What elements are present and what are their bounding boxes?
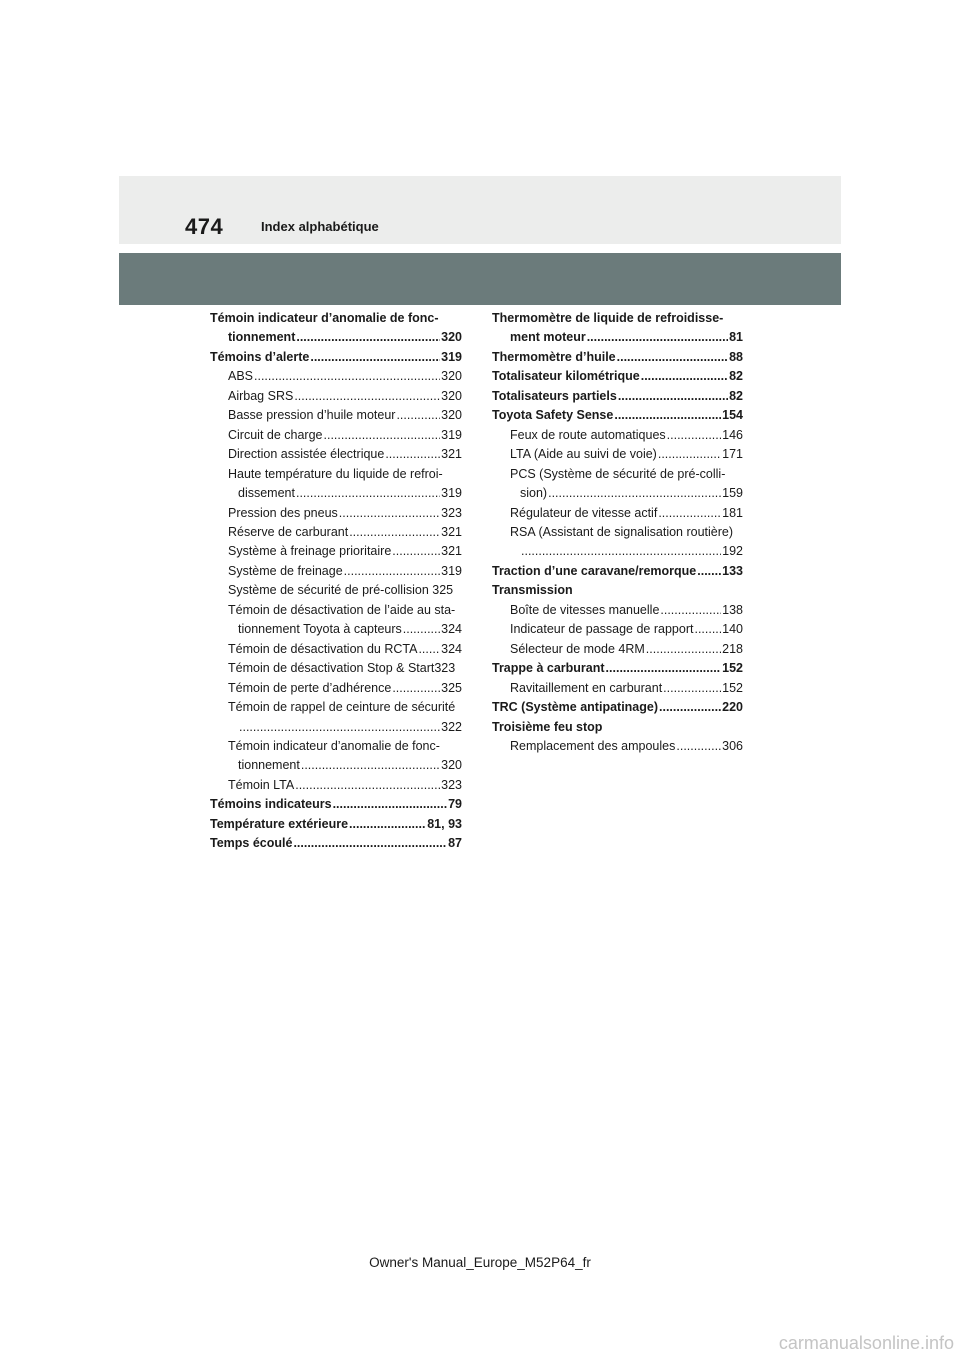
index-entry-text: Totalisateurs partiels bbox=[492, 388, 617, 403]
index-entry bbox=[492, 601, 743, 620]
dot-leader bbox=[658, 445, 721, 464]
dot-leader bbox=[349, 815, 426, 834]
index-entry bbox=[210, 426, 462, 445]
index-entry-page: 82 bbox=[729, 388, 743, 403]
dot-leader bbox=[392, 542, 440, 561]
index-entry bbox=[492, 348, 743, 367]
index-entry-page: 323 bbox=[441, 777, 462, 792]
index-entry-page: 320 bbox=[441, 369, 462, 384]
index-entry bbox=[492, 562, 743, 581]
index-entry-text: Remplacement des ampoules bbox=[510, 738, 676, 753]
index-entry: Témoin de rappel de ceinture de sécurité bbox=[228, 700, 456, 715]
index-entry bbox=[492, 504, 743, 523]
index-entry-page: 324 bbox=[441, 622, 462, 637]
index-entry-text: Régulateur de vitesse actif bbox=[510, 505, 658, 520]
dot-leader bbox=[697, 562, 721, 581]
index-column-right bbox=[492, 309, 743, 756]
index-entry: RSA (Assistant de signalisation routière) bbox=[510, 524, 734, 539]
index-entry bbox=[210, 679, 462, 698]
dot-leader bbox=[521, 542, 721, 561]
index-entry bbox=[210, 328, 462, 347]
index-entry bbox=[210, 756, 462, 775]
dot-leader bbox=[392, 679, 440, 698]
index-entry-page: 133 bbox=[722, 563, 743, 578]
index-entry-text: Toyota Safety Sense bbox=[492, 408, 614, 423]
index-entry bbox=[492, 542, 743, 561]
index-entry-text: LTA (Aide au suivi de voie) bbox=[510, 447, 657, 462]
index-entry bbox=[492, 679, 743, 698]
index-entry-page: 306 bbox=[722, 738, 743, 753]
index-entry-text: Totalisateur kilométrique bbox=[492, 369, 640, 384]
index-entry-text: tionnement Toyota à capteurs bbox=[238, 622, 402, 637]
index-entry-page: 154 bbox=[722, 408, 743, 423]
index-entry-text: ABS bbox=[228, 369, 254, 384]
index-entry bbox=[210, 367, 462, 386]
index-entry-page: 218 bbox=[722, 641, 743, 656]
index-entry-text: Température extérieure bbox=[210, 816, 349, 831]
index-entry-page: 320 bbox=[441, 408, 462, 423]
index-entry bbox=[210, 387, 462, 406]
index-entry bbox=[210, 776, 462, 795]
index-entry-text: Témoins indicateurs bbox=[210, 797, 332, 812]
index-entry-text: tionnement bbox=[228, 330, 296, 345]
dot-leader bbox=[617, 348, 728, 367]
dot-leader bbox=[418, 640, 440, 659]
dot-leader bbox=[403, 620, 440, 639]
dot-leader bbox=[296, 484, 440, 503]
index-column-left bbox=[210, 309, 462, 854]
index-entry-text: Ravitaillement en carburant bbox=[510, 680, 663, 695]
index-entry bbox=[492, 328, 743, 347]
dot-leader bbox=[239, 718, 440, 737]
index-entry bbox=[210, 718, 462, 737]
index-entry-page: 81 bbox=[729, 330, 743, 345]
section-title: Index alphabétique bbox=[261, 219, 379, 234]
index-entry-text: Boîte de vitesses manuelle bbox=[510, 602, 660, 617]
index-entry-text: Basse pression d’huile moteur bbox=[228, 408, 396, 423]
index-entry-page: 159 bbox=[722, 486, 743, 501]
index-entry-text: Témoin LTA bbox=[228, 777, 295, 792]
index-entry bbox=[210, 795, 462, 814]
index-entry-page: 140 bbox=[722, 622, 743, 637]
index-entry-text: Système de freinage bbox=[228, 563, 343, 578]
index-entry-page: 320 bbox=[441, 388, 462, 403]
dot-leader bbox=[324, 426, 441, 445]
index-entry-text: Traction d’une caravane/remorque bbox=[492, 563, 697, 578]
dot-leader bbox=[333, 795, 448, 814]
dot-leader bbox=[254, 367, 440, 386]
watermark-text: carmanualsonline.info bbox=[778, 1333, 954, 1353]
index-entry: Transmission bbox=[492, 583, 573, 598]
index-entry-text: Réserve de carburant bbox=[228, 524, 349, 539]
index-entry bbox=[492, 367, 743, 386]
index-entry bbox=[492, 640, 743, 659]
index-entry bbox=[210, 348, 462, 367]
index-entry-page: 146 bbox=[722, 427, 743, 442]
index-entry bbox=[492, 737, 743, 756]
dot-leader bbox=[676, 737, 721, 756]
index-entry-page: 319 bbox=[441, 486, 462, 501]
index-entry bbox=[210, 640, 462, 659]
index-entry-text: Circuit de charge bbox=[228, 427, 323, 442]
index-entry bbox=[210, 542, 462, 561]
index-entry bbox=[492, 387, 743, 406]
index-entry bbox=[492, 659, 743, 678]
index-entry: Témoin indicateur d’anomalie de fonc- bbox=[228, 738, 440, 753]
index-entry-text: Thermomètre d’huile bbox=[492, 349, 616, 364]
index-entry-page: 325 bbox=[441, 680, 462, 695]
index-entry-page: 324 bbox=[441, 641, 462, 656]
index-entry-page: 152 bbox=[722, 661, 743, 676]
dot-leader bbox=[694, 620, 721, 639]
index-entry-page: 88 bbox=[729, 349, 743, 364]
dot-leader bbox=[295, 776, 440, 795]
dot-leader bbox=[646, 640, 721, 659]
dot-leader bbox=[641, 367, 728, 386]
dot-leader bbox=[385, 445, 440, 464]
index-entry-page: 171 bbox=[722, 447, 743, 462]
index-entry bbox=[492, 698, 743, 717]
index-entry bbox=[210, 445, 462, 464]
index-entry-text: Indicateur de passage de rapport bbox=[510, 622, 694, 637]
index-entry-text: Airbag SRS bbox=[228, 388, 294, 403]
dot-leader bbox=[339, 504, 440, 523]
index-entry-page: 319 bbox=[441, 563, 462, 578]
index-entry-text: Temps écoulé bbox=[210, 836, 293, 851]
index-entry-text: sion) bbox=[520, 486, 548, 501]
dot-leader bbox=[659, 698, 721, 717]
index-entry-text: dissement bbox=[238, 486, 295, 501]
dot-leader bbox=[548, 484, 721, 503]
index-entry-page: 79 bbox=[448, 797, 462, 812]
dot-leader bbox=[587, 328, 728, 347]
index-entry-text: Feux de route automatiques bbox=[510, 427, 666, 442]
index-entry bbox=[210, 523, 462, 542]
index-entry: Haute température du liquide de refroi- bbox=[228, 466, 443, 481]
dot-leader bbox=[301, 756, 440, 775]
index-entry bbox=[210, 484, 462, 503]
index-entry: Troisième feu stop bbox=[492, 719, 603, 734]
dot-leader bbox=[293, 834, 447, 853]
index-entry-page: 181 bbox=[722, 505, 743, 520]
index-entry-page: 320 bbox=[441, 330, 462, 345]
index-entry-text: Trappe à carburant bbox=[492, 661, 605, 676]
index-entry-text: Témoins d’alerte bbox=[210, 349, 310, 364]
index-entry: Thermomètre de liquide de refroidisse- bbox=[492, 311, 724, 325]
index-entry bbox=[492, 445, 743, 464]
index-entry bbox=[492, 484, 743, 503]
index-entry-text: Sélecteur de mode 4RM bbox=[510, 641, 645, 656]
dot-leader bbox=[667, 426, 721, 445]
index-entry-page: 81, 93 bbox=[427, 816, 462, 831]
index-entry-text: Direction assistée électrique bbox=[228, 447, 385, 462]
dot-leader bbox=[606, 659, 722, 678]
index-entry-text: Témoin de perte d’adhérence bbox=[228, 680, 392, 695]
index-entry-page: 321 bbox=[441, 544, 462, 559]
index-entry-page: 87 bbox=[448, 836, 462, 851]
index-entry: PCS (Système de sécurité de pré-colli- bbox=[510, 466, 726, 481]
index-entry-page: 138 bbox=[722, 602, 743, 617]
index-entry: Témoin de désactivation Stop & Start323 bbox=[228, 661, 456, 676]
page-number: 474 bbox=[185, 214, 224, 239]
index-entry: Témoin indicateur d’anomalie de fonc- bbox=[210, 311, 439, 325]
dot-leader bbox=[660, 601, 721, 620]
dot-leader bbox=[310, 348, 440, 367]
dot-leader bbox=[618, 387, 728, 406]
index-entry-page: 82 bbox=[729, 369, 743, 384]
dot-leader bbox=[294, 387, 440, 406]
index-entry-text: Système à freinage prioritaire bbox=[228, 544, 392, 559]
index-entry bbox=[210, 620, 462, 639]
index-entry-text: tionnement bbox=[238, 758, 300, 773]
dot-leader bbox=[344, 562, 440, 581]
index-entry-page: 319 bbox=[441, 349, 462, 364]
dot-leader bbox=[663, 679, 721, 698]
index-entry-page: 321 bbox=[441, 447, 462, 462]
manual-footer: Owner's Manual_Europe_M52P64_fr bbox=[369, 1255, 591, 1270]
index-entry bbox=[210, 834, 462, 853]
index-entry bbox=[492, 620, 743, 639]
index-entry-text: Témoin de désactivation du RCTA bbox=[228, 641, 418, 656]
dot-leader bbox=[396, 406, 440, 425]
index-entry bbox=[210, 815, 462, 834]
section-color-band bbox=[119, 253, 841, 305]
index-entry-page: 192 bbox=[722, 544, 743, 559]
dot-leader bbox=[614, 406, 721, 425]
index-entry bbox=[492, 406, 743, 425]
index-entry bbox=[210, 562, 462, 581]
index-entry-text: TRC (Système antipatinage) bbox=[492, 700, 659, 715]
index-entry: Système de sécurité de pré-collision 325 bbox=[228, 583, 454, 598]
index-entry-page: 220 bbox=[722, 700, 743, 715]
dot-leader bbox=[349, 523, 440, 542]
index-entry-text: ment moteur bbox=[510, 330, 586, 345]
index-entry-page: 322 bbox=[441, 719, 462, 734]
index-entry-page: 323 bbox=[441, 505, 462, 520]
index-entry bbox=[492, 426, 743, 445]
header-band bbox=[119, 176, 841, 244]
index-entry-page: 320 bbox=[441, 758, 462, 773]
index-entry-page: 321 bbox=[441, 524, 462, 539]
index-entry-text: Pression des pneus bbox=[228, 505, 338, 520]
dot-leader bbox=[296, 328, 440, 347]
index-entry: Témoin de désactivation de l’aide au sta- bbox=[228, 602, 456, 617]
dot-leader bbox=[658, 504, 721, 523]
index-entry bbox=[210, 504, 462, 523]
index-entry-page: 319 bbox=[441, 427, 462, 442]
index-entry bbox=[210, 406, 462, 425]
index-entry-page: 152 bbox=[722, 680, 743, 695]
